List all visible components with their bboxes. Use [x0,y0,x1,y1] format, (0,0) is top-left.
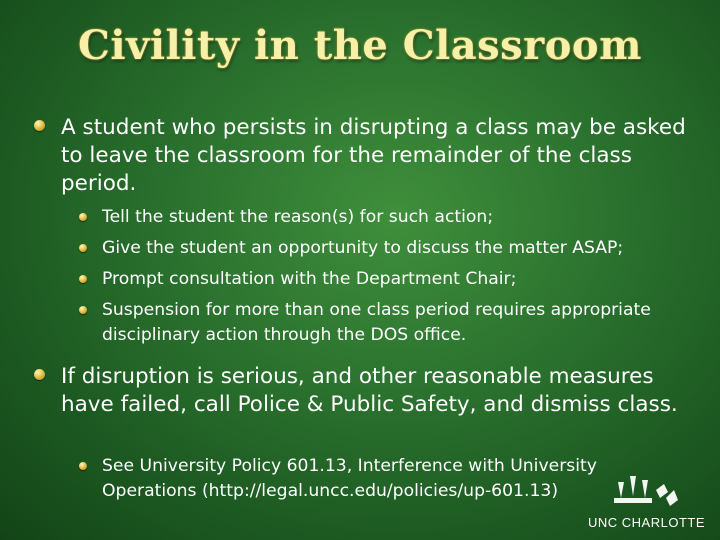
sub-bullet-icon [79,306,87,314]
sub-bullet-icon [79,462,87,470]
bullet-text: If disruption is serious, and other reasonable measures have failed, call Police & Public Safety, and dismiss class. [61,364,678,417]
sub-bullet-text: Tell the student the reason(s) for such action; [102,207,494,227]
bullet-icon [34,369,45,380]
sub-bullet-text: Prompt consultation with the Department Chair; [102,269,517,289]
sub-bullet-text: Suspension for more than one class period requires appropriate disciplinary action through the DOS office. [102,300,651,345]
logo-text: UNC CHARLOTTE [588,515,706,530]
sub-bullet-icon [79,275,87,283]
sub-bullet-icon [79,213,87,221]
sub-bullet-item [102,298,662,348]
sub-bullet-icon [79,244,87,252]
sub-bullet-item [102,205,707,230]
slide-title: Civility in the Classroom [78,22,642,69]
bullet-item [61,363,701,419]
sub-bullet-text: See University Policy 601.13, Interference with University Operations (http://legal.uncc.edu/policies/up-601.13) [102,456,597,501]
bullet-text: A student who persists in disrupting a class may be asked to leave the classroom for the remainder of the class period. [61,115,686,196]
bullet-icon [34,120,45,131]
sub-bullet-item [102,236,707,261]
bullet-item [61,114,686,198]
sub-bullet-text: Give the student an opportunity to discuss the matter ASAP; [102,238,624,258]
sub-bullet-item [102,267,707,292]
